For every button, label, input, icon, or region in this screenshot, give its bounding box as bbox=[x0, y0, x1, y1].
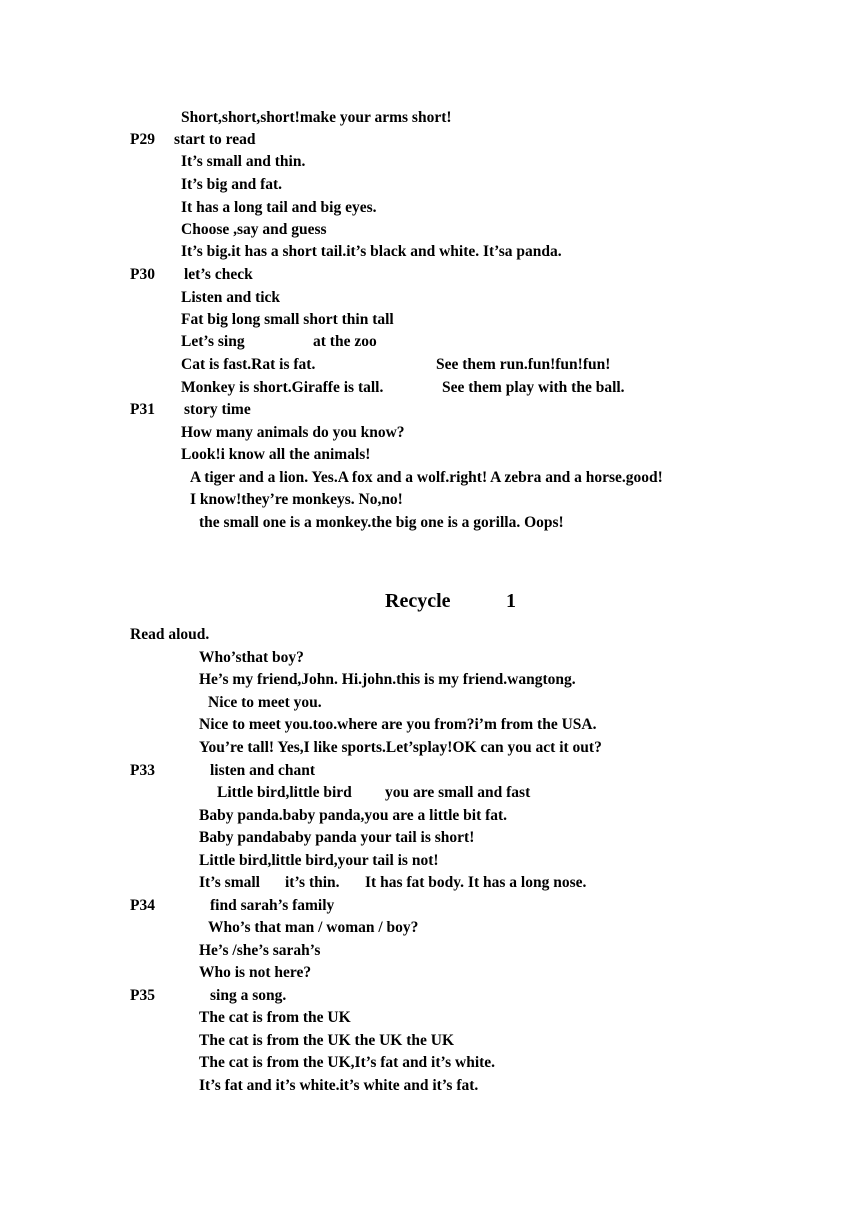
text-line: The cat is from the UK bbox=[199, 1009, 351, 1026]
section-heading: sing a song. bbox=[210, 987, 287, 1004]
text-line: You’re tall! Yes,I like sports.Let’splay!OK can you act it out? bbox=[199, 739, 602, 756]
section-heading: Read aloud. bbox=[130, 626, 210, 643]
text-line: It’s big and fat. bbox=[181, 176, 283, 193]
text-line: you are small and fast bbox=[385, 784, 531, 801]
page-label: P30 bbox=[130, 266, 155, 283]
text-line: The cat is from the UK,It’s fat and it’s white. bbox=[199, 1054, 496, 1071]
page-label: P34 bbox=[130, 897, 155, 914]
text-line: Baby pandababy panda your tail is short! bbox=[199, 829, 475, 846]
text-line: Listen and tick bbox=[181, 289, 281, 306]
text-line: I know!they’re monkeys. No,no! bbox=[190, 491, 403, 508]
text-line: Baby panda.baby panda,you are a little bit fat. bbox=[199, 807, 508, 824]
text-line: It’s big.it has a short tail.it’s black and white. It’sa panda. bbox=[181, 243, 562, 260]
text-line: Look!i know all the animals! bbox=[181, 446, 371, 463]
text-line: Nice to meet you. bbox=[208, 694, 322, 711]
text-line: See them run.fun!fun!fun! bbox=[436, 356, 611, 373]
text-line: It has fat body. It has a long nose. bbox=[365, 874, 587, 891]
text-line: How many animals do you know? bbox=[181, 424, 405, 441]
text-line: Who is not here? bbox=[199, 964, 312, 981]
text-line: It’s small and thin. bbox=[181, 153, 306, 170]
song-title: at the zoo bbox=[313, 333, 377, 350]
text-line: Monkey is short.Giraffe is tall. bbox=[181, 379, 384, 396]
text-line: Who’s that man / woman / boy? bbox=[208, 919, 419, 936]
recycle-number: 1 bbox=[506, 590, 516, 612]
page-label: P29 bbox=[130, 131, 155, 148]
section-heading: story time bbox=[184, 401, 251, 418]
text-line: it’s thin. bbox=[285, 874, 340, 891]
section-heading: start to read bbox=[174, 131, 256, 148]
text-line: It’s fat and it’s white.it’s white and it’s fat. bbox=[199, 1077, 479, 1094]
text-line: Nice to meet you.too.where are you from?i’m from the USA. bbox=[199, 716, 597, 733]
text-line: the small one is a monkey.the big one is a gorilla. Oops! bbox=[199, 514, 564, 531]
text-line: Who’sthat boy? bbox=[199, 649, 304, 666]
section-heading: listen and chant bbox=[210, 762, 316, 779]
page-label: P35 bbox=[130, 987, 155, 1004]
text-line: He’s /she’s sarah’s bbox=[199, 942, 321, 959]
page-label: P31 bbox=[130, 401, 155, 418]
text-line: Choose ,say and guess bbox=[181, 221, 327, 238]
text-line: Fat big long small short thin tall bbox=[181, 311, 394, 328]
text-line: It’s small bbox=[199, 874, 260, 891]
section-heading: let’s check bbox=[184, 266, 253, 283]
text-line: Little bird,little bird,your tail is not! bbox=[199, 852, 439, 869]
text-line: It has a long tail and big eyes. bbox=[181, 199, 377, 216]
text-line: See them play with the ball. bbox=[442, 379, 625, 396]
text-line: Little bird,little bird bbox=[217, 784, 352, 801]
text-line: He’s my friend,John. Hi.john.this is my friend.wangtong. bbox=[199, 671, 576, 688]
text-line: A tiger and a lion. Yes.A fox and a wolf.right! A zebra and a horse.good! bbox=[190, 469, 663, 486]
text-line: Cat is fast.Rat is fat. bbox=[181, 356, 316, 373]
text-line: The cat is from the UK the UK the UK bbox=[199, 1032, 455, 1049]
page-label: P33 bbox=[130, 762, 155, 779]
text-line: Let’s sing bbox=[181, 333, 245, 350]
text-line: Short,short,short!make your arms short! bbox=[181, 109, 452, 126]
recycle-title: Recycle bbox=[385, 590, 451, 612]
section-heading: find sarah’s family bbox=[210, 897, 335, 914]
